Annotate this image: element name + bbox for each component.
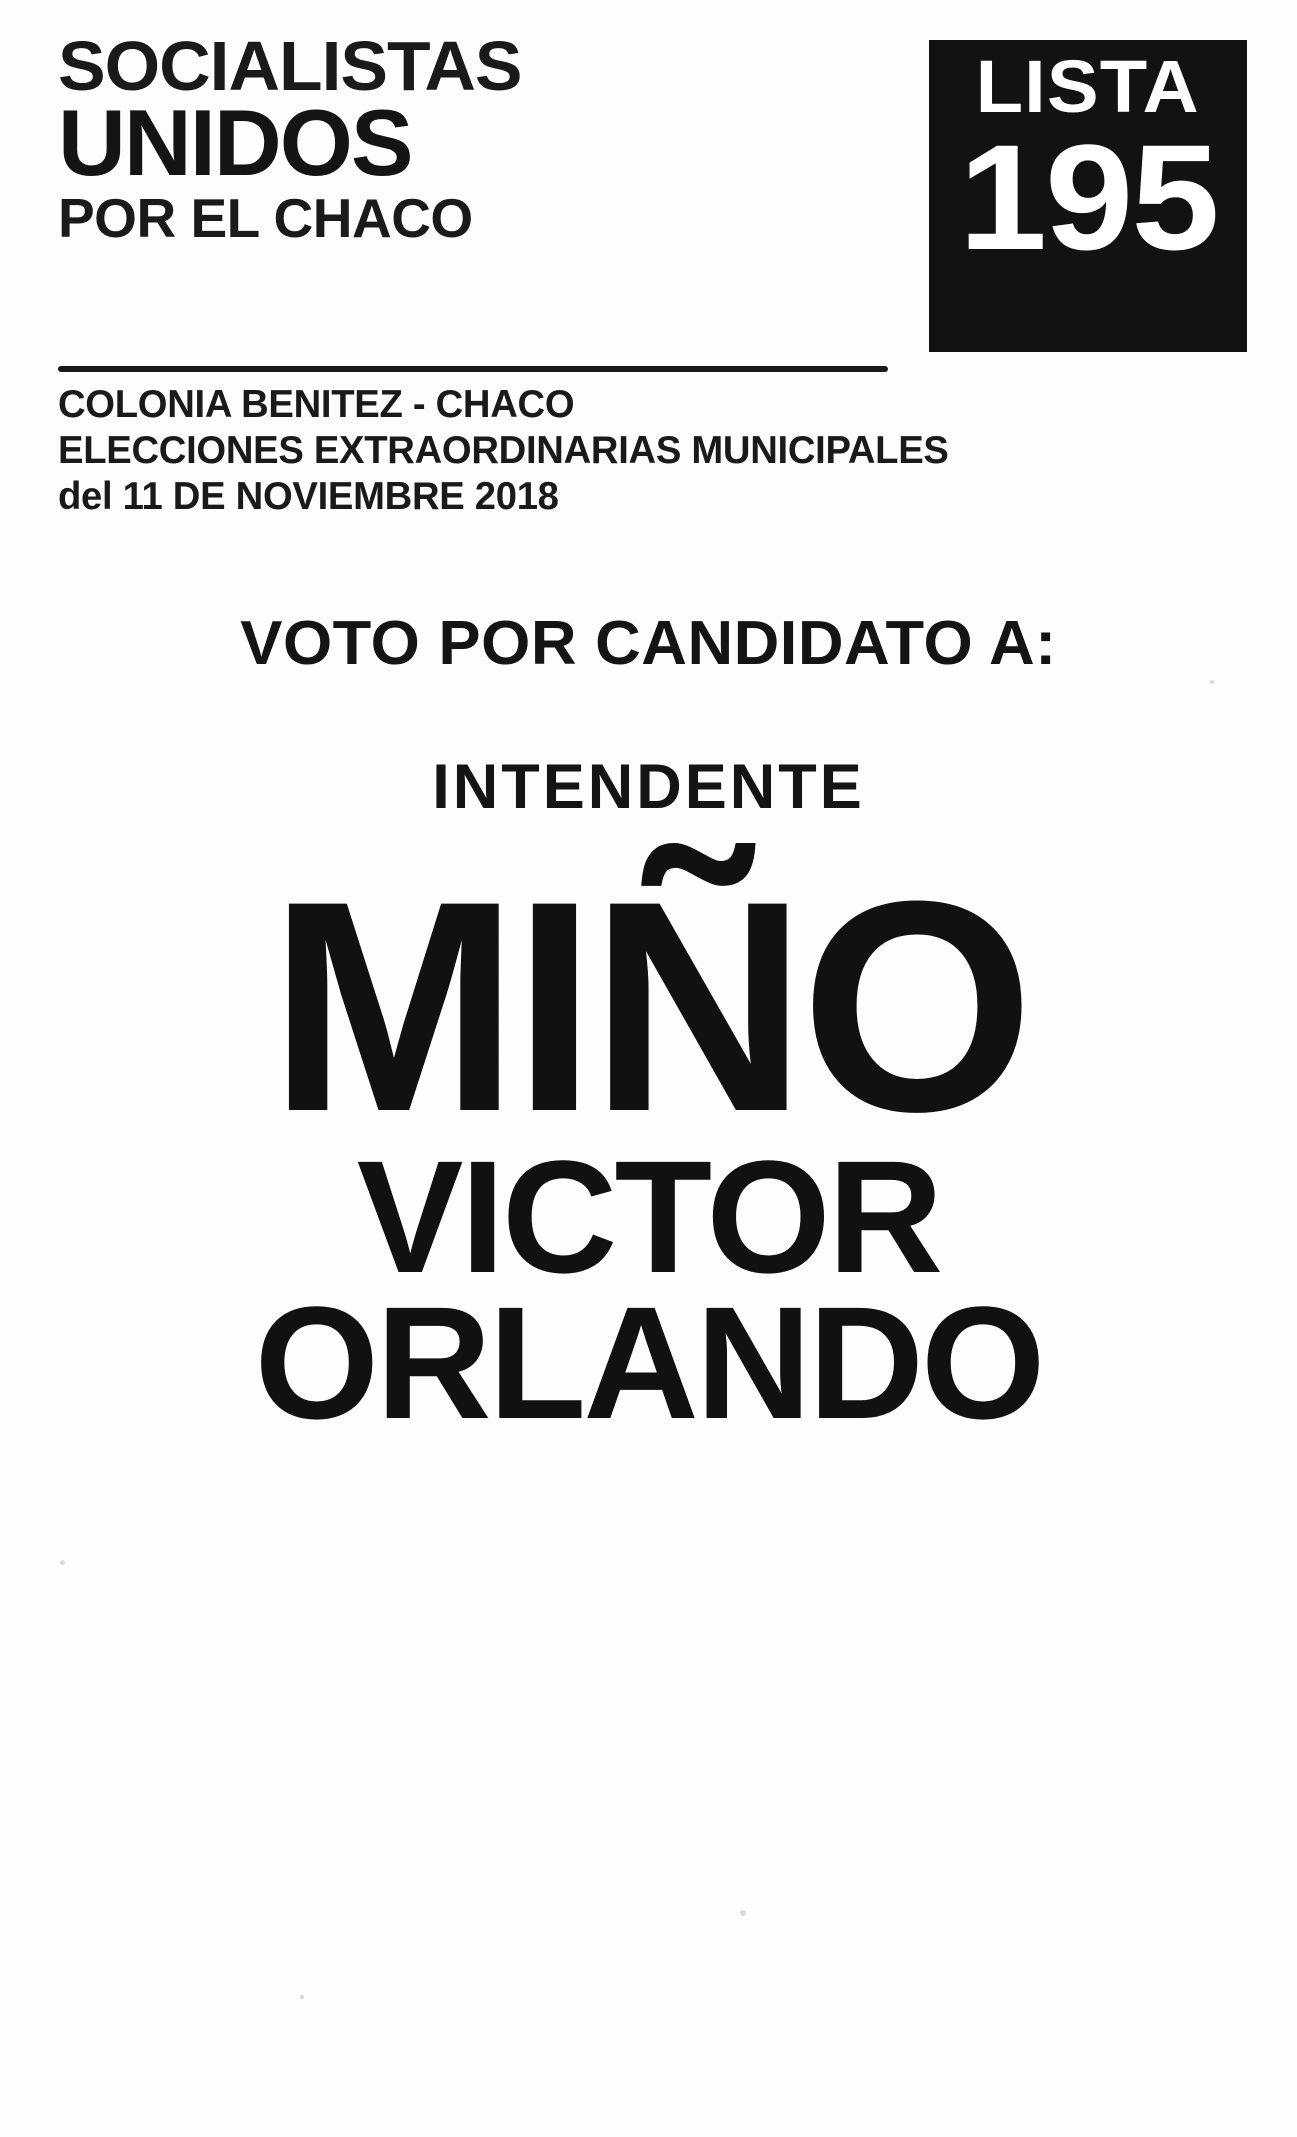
election-date-text: del 11 DE NOVIEMBRE 2018 [58,475,559,519]
list-number-badge [929,40,1247,352]
candidate-given-name-2: ORLANDO [254,1273,1043,1453]
office-title: INTENDENTE [432,752,865,823]
party-name-line-1: SOCIALISTAS [58,27,522,105]
locality-text: COLONIA BENITEZ - CHACO [58,383,575,426]
election-metadata [0,372,1297,520]
party-name-block [58,27,522,249]
candidate-block [0,838,1297,1453]
candidate-given-name-1: VICTOR [356,1127,941,1307]
party-name-line-2: UNIDOS [58,90,412,196]
scan-speck [1210,680,1214,684]
list-number: 195 [958,113,1218,281]
scan-speck [300,1995,304,1999]
election-type-text: ELECCIONES EXTRAORDINARIAS MUNICIPALES [58,429,949,473]
party-name-line-3: POR EL CHACO [58,186,473,249]
scan-speck [740,1910,746,1916]
vote-for-label: VOTO POR CANDIDATO A: [240,609,1057,679]
scan-speck [60,1560,65,1565]
candidate-surname: MIÑO [268,838,1029,1175]
ballot-header [0,0,1297,352]
list-label: LISTA [976,45,1200,128]
